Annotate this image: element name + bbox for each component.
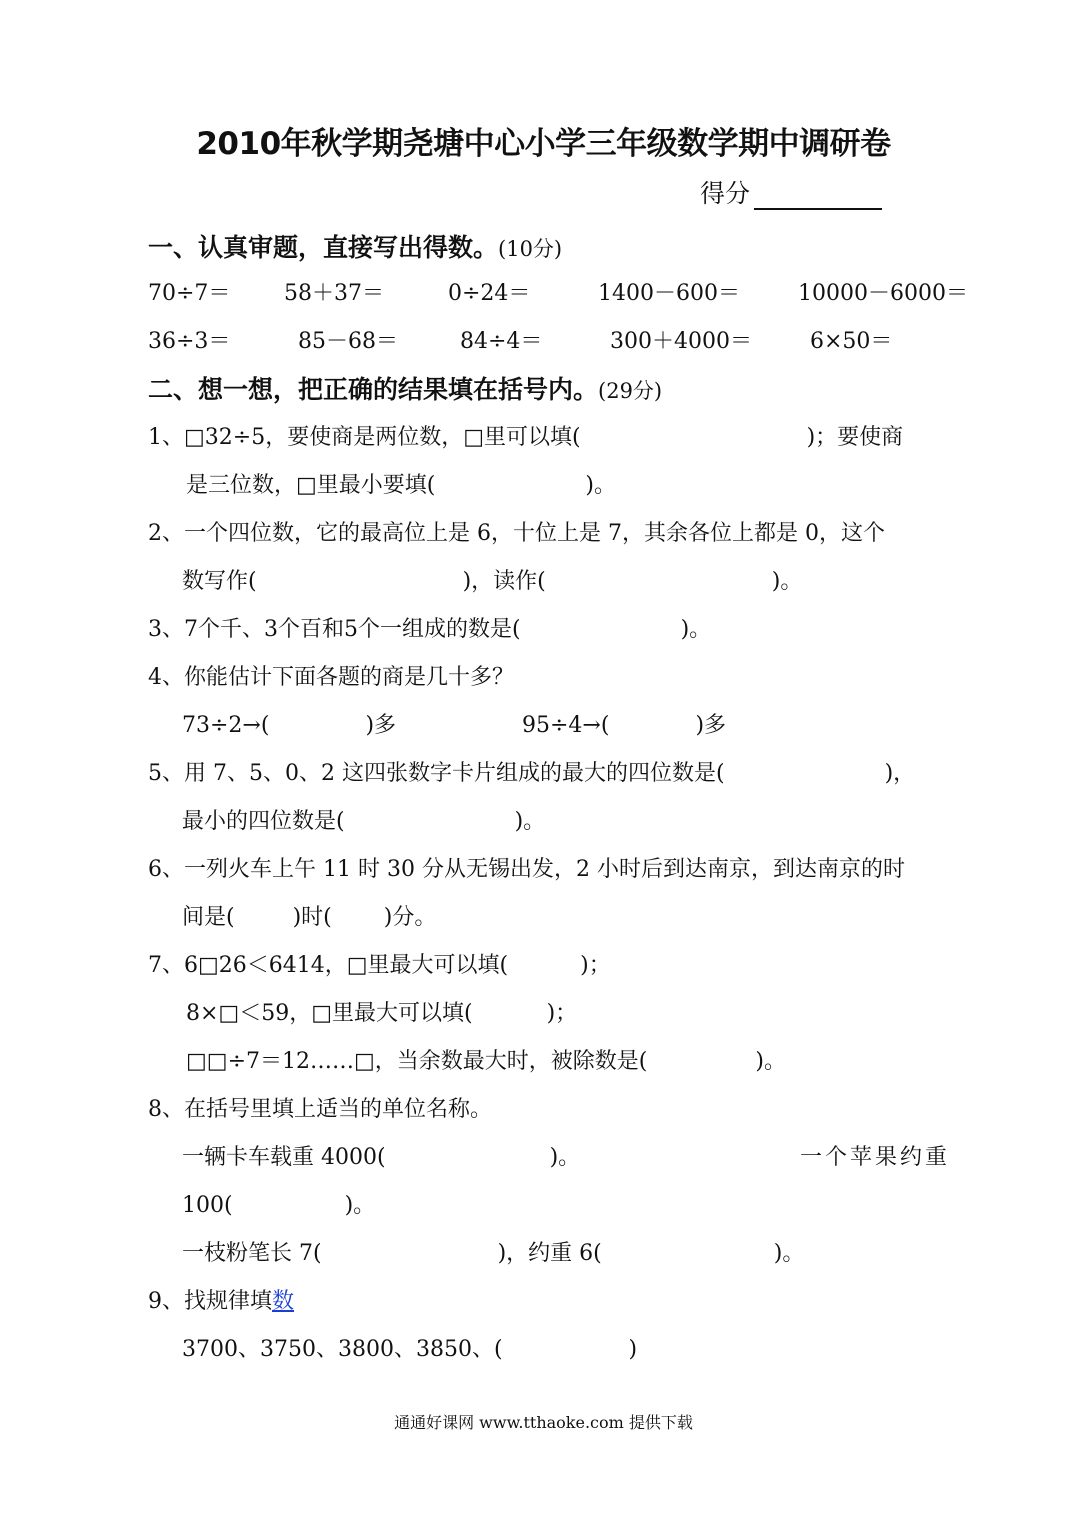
section-1-points: (10分) bbox=[498, 237, 563, 261]
question-text: 最小的四位数是( bbox=[182, 809, 345, 834]
calc-item: 84÷4＝ bbox=[460, 329, 543, 354]
page-footer: 通通好课网 www.tthaoke.com 提供下载 bbox=[394, 1413, 693, 1432]
question-text: 95÷4→( bbox=[522, 713, 610, 738]
question-7-line-2 bbox=[186, 996, 577, 1027]
question-8-line-3 bbox=[182, 1188, 375, 1219]
question-text: 是三位数，□里最小要填( bbox=[186, 473, 436, 498]
calc-item: 58＋37＝ bbox=[284, 281, 384, 306]
question-8-line-2 bbox=[182, 1140, 580, 1171]
question-text: ) bbox=[628, 1337, 638, 1362]
score-blank-line bbox=[754, 184, 882, 210]
calc-item: 300＋4000＝ bbox=[610, 329, 752, 354]
question-text: )； bbox=[580, 953, 611, 978]
question-7-line-1 bbox=[148, 948, 611, 979]
question-text: 9、找规律填 bbox=[148, 1289, 272, 1314]
question-text: )。 bbox=[514, 809, 546, 834]
section-1-heading bbox=[148, 228, 562, 264]
section-2-points: (29分) bbox=[598, 379, 663, 403]
score-label: 得分 bbox=[700, 179, 751, 208]
question-text: 3700、3750、3800、3850、( bbox=[182, 1337, 503, 1362]
question-text: 1、□32÷5，要使商是两位数，□里可以填( bbox=[148, 425, 581, 450]
exam-title: 2010年秋学期尧塘中心小学三年级数学期中调研卷 bbox=[196, 126, 891, 162]
question-text: )；要使商 bbox=[806, 425, 904, 450]
question-text: )分。 bbox=[383, 905, 437, 930]
calc-item: 6×50＝ bbox=[810, 329, 893, 354]
question-3 bbox=[148, 612, 711, 643]
calc-item: 0÷24＝ bbox=[448, 281, 531, 306]
question-text: )多 bbox=[365, 713, 397, 738]
section-1-title: 一、认真审题，直接写出得数。 bbox=[148, 233, 499, 262]
question-6-line-1: 6、一列火车上午 11 时 30 分从无锡出发，2 小时后到达南京，到达南京的时 bbox=[148, 857, 905, 882]
question-4-line-1: 4、你能估计下面各题的商是几十多？ bbox=[148, 665, 514, 690]
question-8-line-2b: 一个苹果约重 bbox=[800, 1145, 951, 1170]
question-text: 间是( bbox=[182, 905, 235, 930]
calc-item: 10000－6000＝ bbox=[798, 281, 968, 306]
question-2-line-1: 2、一个四位数，它的最高位上是 6，十位上是 7，其余各位上都是 0，这个 bbox=[148, 521, 885, 546]
question-4-line-2b bbox=[522, 708, 726, 739]
question-8-line-4 bbox=[182, 1236, 804, 1267]
question-7-line-3 bbox=[186, 1044, 786, 1075]
question-text: □□÷7＝12……□，当余数最大时，被除数是( bbox=[186, 1049, 648, 1074]
question-text: 一辆卡车载重 4000( bbox=[182, 1145, 386, 1170]
question-text: )。 bbox=[585, 473, 616, 498]
question-text: )。 bbox=[549, 1145, 581, 1170]
question-text: )，读作( bbox=[462, 569, 546, 594]
question-8-line-1: 8、在括号里填上适当的单位名称。 bbox=[148, 1097, 492, 1122]
question-text: 一枝粉笔长 7( bbox=[182, 1241, 322, 1266]
question-text: )时( bbox=[292, 905, 332, 930]
question-text: )。 bbox=[755, 1049, 786, 1074]
question-text: 数写作( bbox=[182, 569, 257, 594]
question-text: 100( bbox=[182, 1193, 233, 1218]
question-9-line-1 bbox=[148, 1284, 294, 1315]
question-text: 7、6□26＜6414，□里最大可以填( bbox=[148, 953, 509, 978]
question-text: )。 bbox=[344, 1193, 376, 1218]
question-5-line-2 bbox=[182, 804, 545, 835]
question-text: 5、用 7、5、0、2 这四张数字卡片组成的最大的四位数是( bbox=[148, 761, 725, 786]
calc-item: 70÷7＝ bbox=[148, 281, 231, 306]
question-text: )； bbox=[546, 1001, 578, 1026]
score-field bbox=[700, 174, 882, 210]
question-4-line-2 bbox=[182, 708, 396, 739]
question-5-line-1 bbox=[148, 756, 915, 787]
calc-item: 36÷3＝ bbox=[148, 329, 231, 354]
question-2-line-2 bbox=[182, 564, 802, 595]
question-text: )，约重 6( bbox=[497, 1241, 602, 1266]
calc-item: 85－68＝ bbox=[298, 329, 398, 354]
question-6-line-2 bbox=[182, 900, 436, 931]
hyperlink-shu[interactable]: 数 bbox=[272, 1289, 295, 1314]
question-text: )。 bbox=[680, 617, 712, 642]
question-1-line-1 bbox=[148, 420, 903, 451]
question-text: 3、7个千、3个百和5个一组成的数是( bbox=[148, 617, 521, 642]
question-text: 73÷2→( bbox=[182, 713, 270, 738]
calc-item: 1400－600＝ bbox=[598, 281, 740, 306]
question-text: )多 bbox=[695, 713, 727, 738]
question-9-line-2 bbox=[182, 1332, 637, 1363]
section-2-title: 二、想一想，把正确的结果填在括号内。 bbox=[148, 375, 599, 404]
question-text: )。 bbox=[771, 569, 803, 594]
question-text: )。 bbox=[773, 1241, 805, 1266]
section-2-heading bbox=[148, 370, 662, 406]
question-1-line-2 bbox=[186, 468, 616, 499]
question-text: 8×□＜59，□里最大可以填( bbox=[186, 1001, 473, 1026]
question-text: )， bbox=[884, 761, 916, 786]
